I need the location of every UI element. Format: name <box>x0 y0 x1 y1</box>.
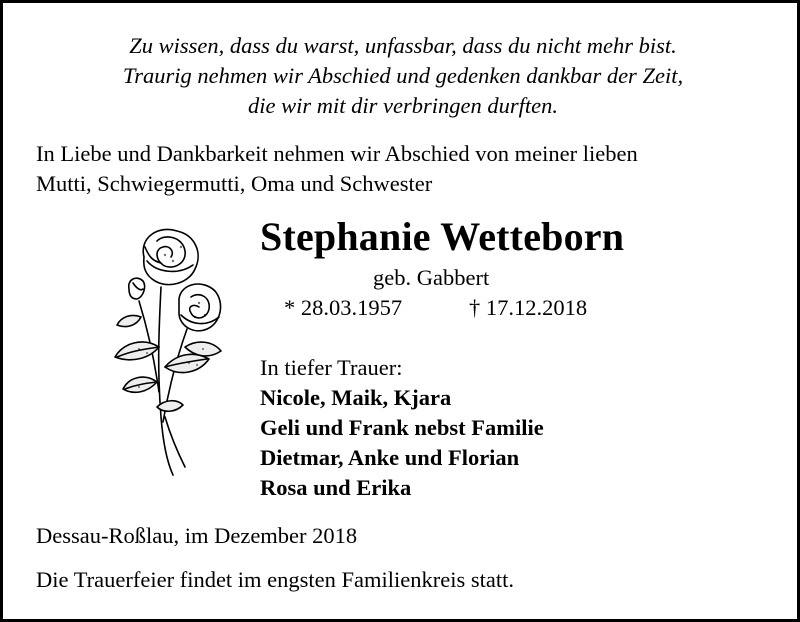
quote-line: die wir mit dir verbringen durften. <box>248 93 558 118</box>
mourners-list <box>260 383 544 503</box>
mourners-label: In tiefer Trauer: <box>260 355 403 380</box>
mourner-line: Geli und Frank nebst Familie <box>260 415 544 440</box>
mourner-line: Nicole, Maik, Kjara <box>260 385 452 410</box>
rose-icon <box>99 217 229 477</box>
mourner-line: Rosa und Erika <box>260 475 412 500</box>
quote-line: Zu wissen, dass du warst, unfassbar, dass du nicht mehr bist. <box>129 33 677 58</box>
memorial-quote <box>3 31 800 121</box>
death-date: † 17.12.2018 <box>469 295 588 320</box>
birth-name: geb. Gabbert <box>373 265 490 290</box>
mourner-line: Dietmar, Anke und Florian <box>260 445 520 470</box>
funeral-note: Die Trauerfeier findet im engsten Familienkreis statt. <box>36 567 515 592</box>
birth-date: * 28.03.1957 <box>284 295 403 320</box>
deceased-name: Stephanie Wetteborn <box>260 214 625 259</box>
place-and-date: Dessau-Roßlau, im Dezember 2018 <box>36 523 358 548</box>
intro-line: In Liebe und Dankbarkeit nehmen wir Abschied von meiner lieben <box>36 141 638 166</box>
quote-line: Traurig nehmen wir Abschied und gedenken dankbar der Zeit, <box>122 63 684 88</box>
intro-text <box>36 139 638 199</box>
intro-line: Mutti, Schwiegermutti, Oma und Schwester <box>36 171 433 196</box>
